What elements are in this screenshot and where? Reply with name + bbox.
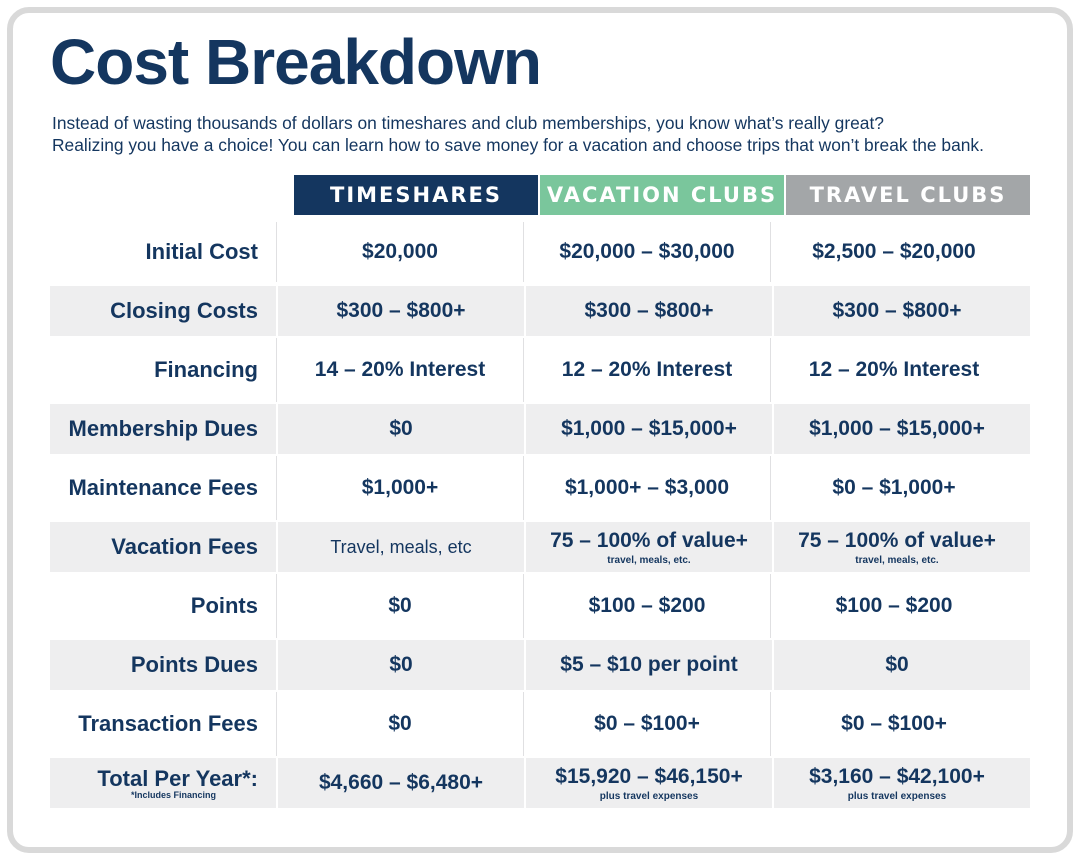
row-label: Total Per Year*: [97,766,258,791]
cell-timeshares: $300 – $800+ [276,286,524,336]
cell-travel-clubs [772,758,1020,808]
intro-text [52,112,1052,156]
cell-travel-clubs: $0 – $100+ [770,692,1017,756]
cell-timeshares: $1,000+ [276,456,523,520]
row-total-per-year [50,758,1030,808]
footnote: *Includes Financing [130,790,216,800]
row-label: Financing [154,357,258,382]
cell-travel-clubs: $2,500 – $20,000 [770,222,1017,282]
row-vacation-fees [50,522,1030,572]
cell-travel-clubs: $0 – $1,000+ [770,456,1017,520]
row-closing-costs [50,286,1030,336]
cell-value: 75 – 100% of value+ [798,528,996,552]
row-label: Initial Cost [145,239,258,264]
row-label: Closing Costs [110,298,258,323]
cell-vacation-clubs: 12 – 20% Interest [523,338,770,402]
cell-vacation-clubs [524,522,772,572]
row-label: Maintenance Fees [68,475,258,500]
cell-travel-clubs [772,522,1020,572]
cell-timeshares: $0 [276,404,524,454]
cell-travel-clubs: $300 – $800+ [772,286,1020,336]
intro-line-1: Instead of wasting thousands of dollars on timeshares and club memberships, you know what’s really great? [52,113,884,133]
cell-travel-clubs: $1,000 – $15,000+ [772,404,1020,454]
header-vacation-clubs: VACATION CLUBS [540,175,784,215]
cell-vacation-clubs: $0 – $100+ [523,692,770,756]
header-timeshares: TIMESHARES [294,175,538,215]
row-points [50,574,1030,638]
row-initial-cost [50,222,1030,282]
cell-timeshares: $0 [276,640,524,690]
intro-line-2: Realizing you have a choice! You can learn how to save money for a vacation and choose trips that won’t break the bank. [52,135,984,155]
cell-timeshares: $0 [276,692,523,756]
row-transaction-fees [50,692,1030,756]
cell-travel-clubs: $0 [772,640,1020,690]
cell-subnote: travel, meals, etc. [855,554,939,566]
row-label: Points [190,593,258,618]
row-label-total [50,758,276,808]
cell-vacation-clubs: $1,000 – $15,000+ [524,404,772,454]
row-membership-dues [50,404,1030,454]
row-label: Points Dues [130,652,258,677]
cell-vacation-clubs: $100 – $200 [523,574,770,638]
row-points-dues [50,640,1030,690]
cell-timeshares: $20,000 [276,222,523,282]
cell-vacation-clubs: $300 – $800+ [524,286,772,336]
cell-vacation-clubs: $5 – $10 per point [524,640,772,690]
header-travel-clubs: TRAVEL CLUBS [786,175,1030,215]
cell-value: $3,160 – $42,100+ [809,764,985,788]
cell-subnote: plus travel expenses [847,790,947,802]
page-title: Cost Breakdown [50,26,541,98]
row-label: Transaction Fees [78,711,258,736]
cell-timeshares: $0 [276,574,523,638]
cell-timeshares: 14 – 20% Interest [276,338,523,402]
row-financing [50,338,1030,402]
cell-vacation-clubs: $1,000+ – $3,000 [523,456,770,520]
row-label: Membership Dues [68,416,258,441]
cell-timeshares: Travel, meals, etc [276,522,524,572]
cell-travel-clubs: $100 – $200 [770,574,1017,638]
cell-travel-clubs: 12 – 20% Interest [770,338,1017,402]
cell-subnote: plus travel expenses [599,790,699,802]
cell-timeshares: $4,660 – $6,480+ [276,758,524,808]
cell-value: $15,920 – $46,150+ [555,764,743,788]
row-maintenance-fees [50,456,1030,520]
cell-value: 75 – 100% of value+ [550,528,748,552]
cell-vacation-clubs: $20,000 – $30,000 [523,222,770,282]
cell-vacation-clubs [524,758,772,808]
cell-subnote: travel, meals, etc. [607,554,691,566]
row-label: Vacation Fees [111,534,258,559]
